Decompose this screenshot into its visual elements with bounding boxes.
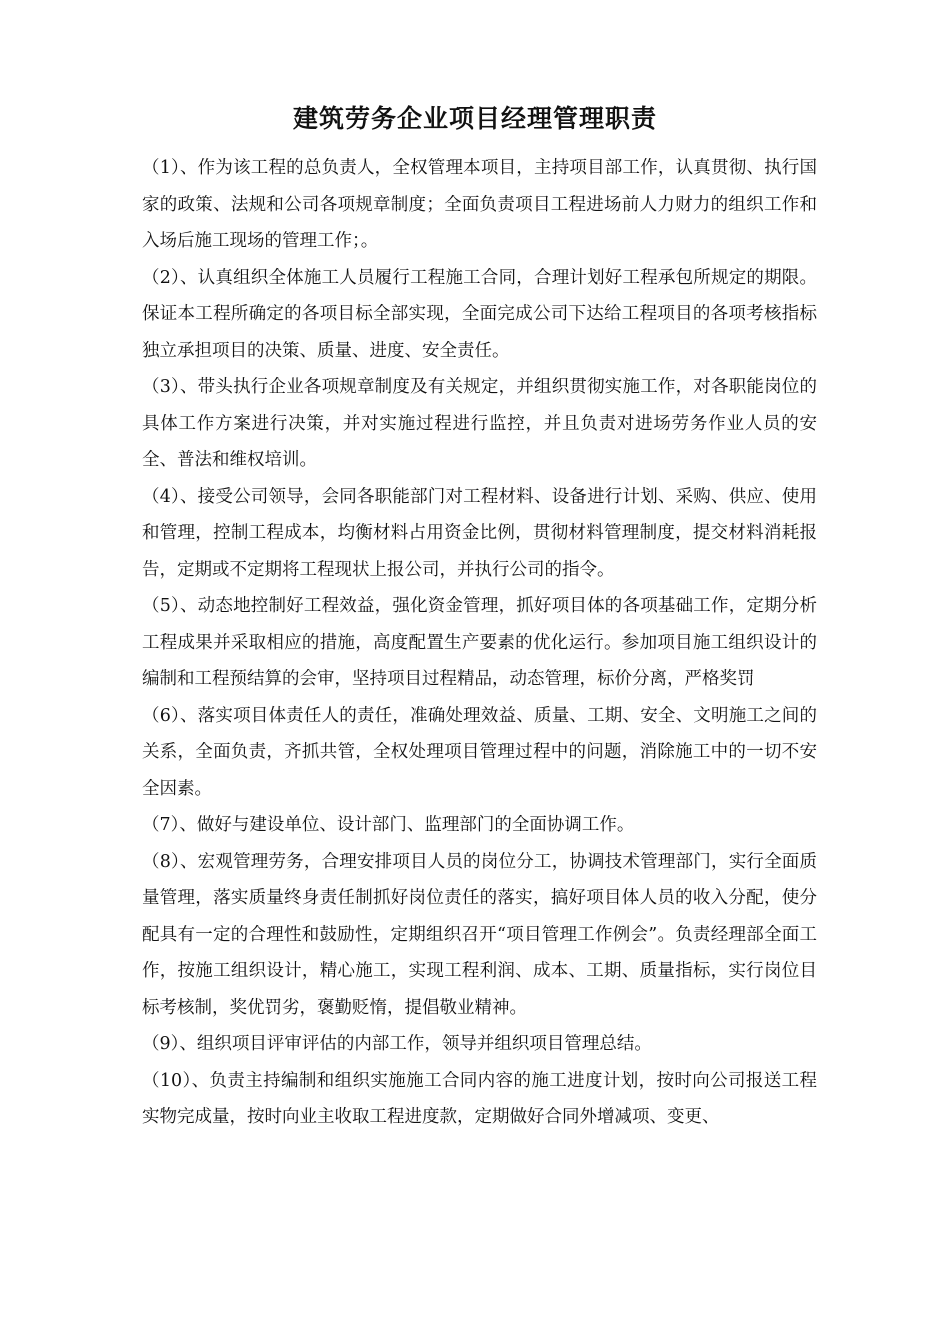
duty-paragraph-8: （8）、宏观管理劳务，合理安排项目人员的岗位分工，协调技术管理部门，实行全面质量管理，落实质量终身责任制抓好岗位责任的落实，搞好项目体人员的收入分配，使分配具有一定的合理性和鼓励性，定期组织召开“项目管理工作例会”。负责经理部全面工作，按施工组织设计，精心施工，实现工程利润、成本、工期、质量指标，实行岗位目标考核制，奖优罚劣，褒勤贬惰，提倡敬业精神。 <box>142 851 817 1018</box>
duty-paragraph-3: （3）、带头执行企业各项规章制度及有关规定，并组织贯彻实施工作，对各职能岗位的具体工作方案进行决策，并对实施过程进行监控，并且负责对进场劳务作业人员的安全、普法和维权培训。 <box>142 377 817 470</box>
duty-paragraph-2: （2）、认真组织全体施工人员履行工程施工合同，合理计划好工程承包所规定的期限。保证本工程所确定的各项目标全部实现，全面完成公司下达给工程项目的各项考核指标 独立承担项目的决策、质量、进度、安全责任。 <box>142 267 817 361</box>
duty-paragraph-10: （10）、负责主持编制和组织实施施工合同内容的施工进度计划，按时向公司报送工程实物完成量，按时向业主收取工程进度款，定期做好合同外增减项、变更、 <box>142 1070 817 1127</box>
duty-paragraph-9: （9）、组织项目评审评估的内部工作，领导并组织项目管理总结。 <box>142 1034 652 1054</box>
duty-paragraph-5: （5）、动态地控制好工程效益，强化资金管理，抓好项目体的各项基础工作，定期分析工程成果并采取相应的措施，高度配置生产要素的优化运行。参加项目施工组织设计的编制和工程预结算的会审，坚持项目过程精品，动态管理，标价分离，严格奖罚 <box>142 596 817 689</box>
duty-paragraph-4: （4）、接受公司领导，会同各职能部门对工程材料、设备进行计划、采购、供应、使用和管理，控制工程成本，均衡材料占用资金比例，贯彻材料管理制度，提交材料消耗报告，定期或不定期将工程现状上报公司，并执行公司的指令。 <box>142 486 817 580</box>
duty-paragraph-1: （1）、作为该工程的总负责人，全权管理本项目，主持项目部工作，认真贯彻、执行国家的政策、法规和公司各项规章制度；全面负责项目工程进场前人力财力的组织工作和入场后施工现场的管理工作；。 <box>142 158 817 251</box>
duty-paragraph-7: （7）、做好与建设单位、设计部门、监理部门的全面协调工作。 <box>142 815 635 835</box>
duty-paragraph-6: （6）、落实项目体责任人的责任，准确处理效益、质量、工期、安全、文明施工之间的关系，全面负责，齐抓共管，全权处理项目管理过程中的问题，消除施工中的一切不安全因素。 <box>142 705 817 799</box>
document-body <box>142 150 817 1136</box>
document-title: 建筑劳务企业项目经理管理职责 <box>292 104 657 133</box>
